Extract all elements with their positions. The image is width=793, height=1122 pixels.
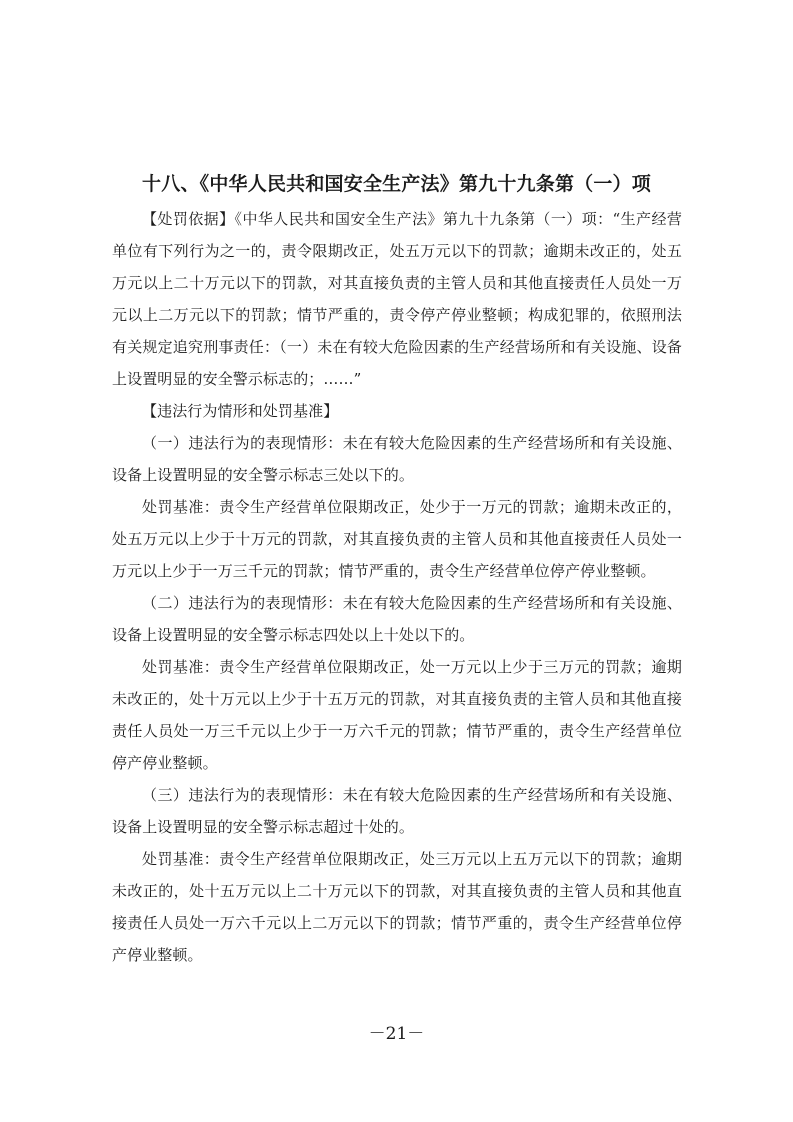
page-number: －21－ xyxy=(368,1024,425,1044)
case-3-description: （三）违法行为的表现情形：未在有较大危险因素的生产经营场所和有关设施、设备上设置明显的安全警示标志超过十处的。 xyxy=(112,786,682,836)
standards-heading: 【违法行为情形和处罚基准】 xyxy=(142,402,339,420)
document-body xyxy=(112,203,682,971)
case-3-penalty: 处罚基准：责令生产经营单位限期改正，处三万元以上五万元以下的罚款；逾期未改正的，处十五万元以上二十万元以下的罚款，对其直接负责的主管人员和其他直接责任人员处一万六千元以上二万元以下的罚款；情节严重的，责令生产经营单位停产停业整顿。 xyxy=(112,850,682,964)
legal-basis-paragraph: 【处罚依据】《中华人民共和国安全生产法》第九十九条第（一）项：“生产经营单位有下列行为之一的，责令限期改正，处五万元以下的罚款；逾期未改正的，处五万元以上二十万元以下的罚款，对其直接负责的主管人员和其他直接责任人员处一万元以上二万元以下的罚款；情节严重的，责令停产停业整顿；构成犯罪的，依照刑法有关规定追究刑事责任：（一）未在有较大危险因素的生产经营场所和有关设施、设备上设置明显的安全警示标志的；……” xyxy=(112,210,682,388)
case-1-description: （一）违法行为的表现情形：未在有较大危险因素的生产经营场所和有关设施、设备上设置明显的安全警示标志三处以下的。 xyxy=(112,434,682,484)
case-2-description: （二）违法行为的表现情形：未在有较大危险因素的生产经营场所和有关设施、设备上设置明显的安全警示标志四处以上十处以下的。 xyxy=(112,594,682,644)
section-title: 十八、《中华人民共和国安全生产法》第九十九条第（一）项 xyxy=(142,173,651,195)
case-2-penalty: 处罚基准：责令生产经营单位限期改正，处一万元以上少于三万元的罚款；逾期未改正的，处十万元以上少于十五万元的罚款，对其直接负责的主管人员和其他直接责任人员处一万三千元以上少于一万六千元的罚款；情节严重的，责令生产经营单位停产停业整顿。 xyxy=(112,658,682,772)
case-1-penalty: 处罚基准：责令生产经营单位限期改正，处少于一万元的罚款；逾期未改正的，处五万元以上少于十万元的罚款，对其直接负责的主管人员和其他直接责任人员处一万元以上少于一万三千元的罚款；情节严重的，责令生产经营单位停产停业整顿。 xyxy=(112,498,682,580)
